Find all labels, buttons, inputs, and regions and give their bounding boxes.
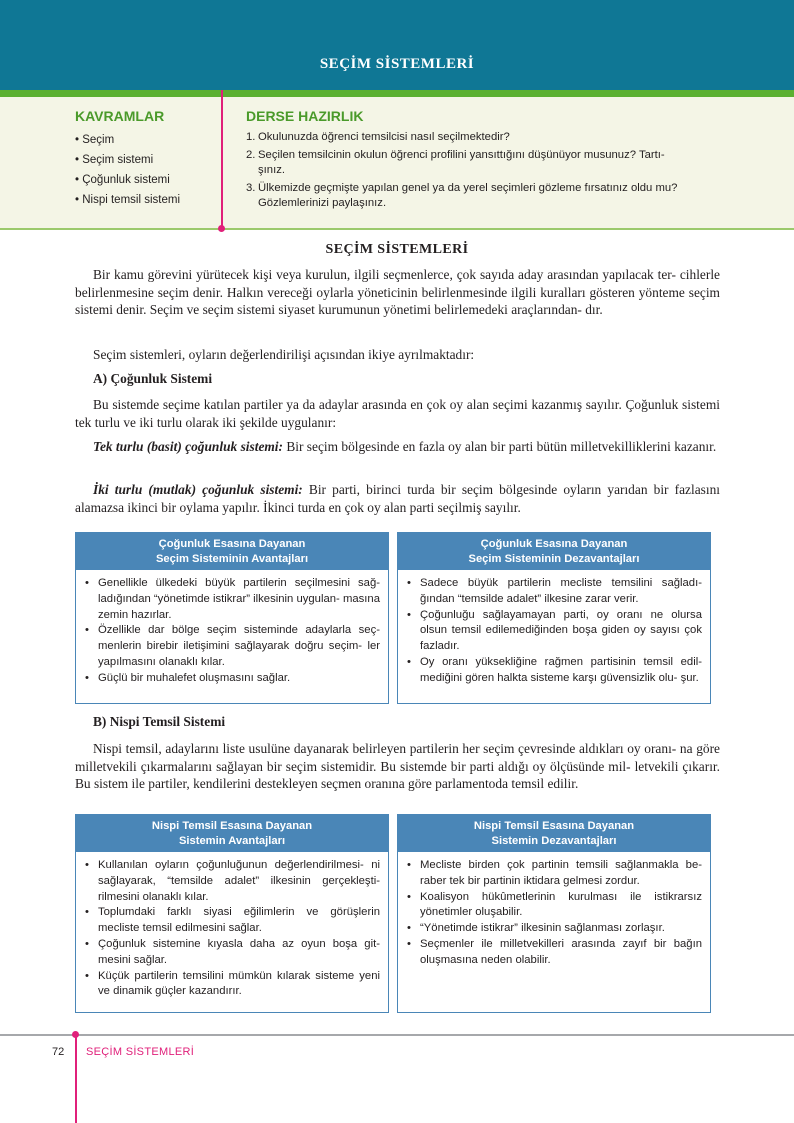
list-item xyxy=(406,576,702,608)
question-item xyxy=(246,130,721,145)
kavram-item: • Seçim sistemi xyxy=(75,150,180,170)
paragraph-types: Seçim sistemleri, oyların değerlendirilişi açısından ikiye ayrılmaktadır: xyxy=(93,347,475,362)
majority-disadvantages-box xyxy=(397,532,711,704)
text-line: Nispi temsil, adaylarını liste usulüne dayanarak belirleyen partilerin her seçim çevresinde aldıkları oy oranı- xyxy=(93,741,677,756)
list-item xyxy=(406,655,702,687)
text-line: Genellikle ülkedeki büyük partilerin seçilmesini sağ- xyxy=(98,577,380,589)
proportional-advantages-box xyxy=(75,814,389,1013)
text-line: Çoğunluk sistemine kıyasla daha az oyun boşa git- xyxy=(98,937,380,950)
term-two-round: İki turlu (mutlak) çoğunluk sistemi: xyxy=(93,482,303,497)
list-item xyxy=(84,937,380,969)
text-line: oluşmasına neden olabilir. xyxy=(420,953,551,966)
box-header-line: Nispi Temsil Esasına Dayanan xyxy=(473,820,635,832)
text-line: yeni ve dinamik güçler kazandırır. xyxy=(98,969,381,998)
text-line: Koalisyon hükûmetlerinin kurulması ile istikrarsız xyxy=(420,890,702,903)
question-number: 2. xyxy=(246,149,256,161)
footer-dot xyxy=(72,1031,79,1038)
list-item xyxy=(84,623,380,670)
question-number: 3. xyxy=(246,182,256,194)
text-line: “Yönetimde istikrar” ilkesinin sağlanması zorlaşır. xyxy=(420,922,665,935)
box-header-line: Çoğunluk Esasına Dayanan xyxy=(158,538,306,550)
kavram-item: • Seçim xyxy=(75,130,180,150)
question-item xyxy=(246,181,721,211)
box-header xyxy=(398,533,710,570)
derse-hazirlik-heading: DERSE HAZIRLIK xyxy=(246,108,364,124)
section-title: SEÇİM SİSTEMLERİ xyxy=(325,242,469,257)
text-line: ler yapılmasını olanaklı kılar. xyxy=(98,640,380,668)
text-line: Oy oranı yüksekliğine rağmen partisinin temsil edil- xyxy=(420,655,702,668)
list-item xyxy=(406,890,702,922)
text-line: mediğini gören halkta sisteme karşı güvensizlik olu- xyxy=(420,671,678,684)
paragraph-intro xyxy=(75,266,720,319)
kavram-item: • Nispi temsil sistemi xyxy=(75,190,180,210)
preparation-panel-border xyxy=(0,228,794,230)
text-line: cihlerle belirlenmesine seçim denir. Halkın vereceği oylarla yöneticinin belirlenmesinde ilgili kuralları gösteren xyxy=(75,267,720,300)
text-line: ğından “temsilde adalet” ilkesine zarar verir. xyxy=(420,592,639,605)
kavramlar-heading: KAVRAMLAR xyxy=(75,108,165,124)
text-line: ni sağlayarak, “temsilde adalet” ilkesinin gerçekleşti- xyxy=(98,859,380,887)
text-line: raber tek bir partinin iktidara gelmesi zordur. xyxy=(420,874,640,887)
proportional-disadvantages-box xyxy=(397,814,711,1013)
majority-advantages-box xyxy=(75,532,389,704)
text-line: Kullanılan oyların çoğunluğunun değerlendirilmesi- xyxy=(98,859,364,871)
text-line: Sadece büyük partilerin mecliste temsilini sağladı- xyxy=(420,577,702,589)
text-line: menlerin birebir iletişimini sağlayarak doğru seçim- xyxy=(98,640,363,653)
box-header xyxy=(398,815,710,852)
divider-dot xyxy=(218,225,225,232)
list-item xyxy=(84,671,380,687)
list-item xyxy=(84,969,380,1001)
box-header xyxy=(76,815,388,852)
box-header xyxy=(76,533,388,570)
paragraph-proportional xyxy=(75,740,720,793)
text-line: alamazsa ikinci bir oylama yapılır. İkinci turda en çok oy alan parti seçilmiş sayılır. xyxy=(75,499,521,515)
question-item xyxy=(246,148,721,178)
text-line: Mecliste birden çok partinin temsili sağlanmakla be- xyxy=(420,859,702,871)
list-item xyxy=(406,921,702,937)
box-header-line: Seçim Sisteminin Avantajları xyxy=(155,553,309,565)
text-line: Küçük partilerin temsilini mümkün kılarak sisteme xyxy=(98,969,355,982)
text-line: çok fazladır. xyxy=(420,624,702,653)
text-line: Bir seçim bölgesinde en fazla oy alan bir parti bütün milletvekilliklerini xyxy=(282,439,671,454)
text-line: Seçmenler ile milletvekilleri arasında zayıf bir bağın xyxy=(420,937,702,950)
list-item xyxy=(406,608,702,655)
text-line: Toplumdaki farklı siyasi eğilimlerin ve görüşlerin xyxy=(98,906,380,919)
text-line: Bir kamu görevini yürütecek kişi veya kurulun, ilgili seçmenlerce, çok sayıda aday arasından yapılacak ter- xyxy=(93,267,676,282)
box-header-line: Çoğunluk Esasına Dayanan xyxy=(480,538,628,550)
list-item xyxy=(84,905,380,937)
text-line: Bir parti, birinci turda bir seçim bölgesinde oyların yarıdan bir fazlasını xyxy=(302,482,720,497)
box-header-line: Seçim Sisteminin Dezavantajları xyxy=(468,553,640,565)
box-list xyxy=(398,570,710,687)
footer-rule xyxy=(0,1034,794,1036)
text-line: yönetimler oluşabilir. xyxy=(420,906,523,919)
kavram-item: • Çoğunluk sistemi xyxy=(75,170,180,190)
question-text: Okulunuzda öğrenci temsilcisi nasıl seçilmektedir? xyxy=(258,131,510,143)
list-item xyxy=(84,576,380,623)
subheading-majority: A) Çoğunluk Sistemi xyxy=(93,371,213,386)
text-line: mesini sağlar. xyxy=(98,953,168,966)
box-list xyxy=(76,852,388,1000)
text-line: Çoğunluğu sağlayamayan parti, oy oranı ne olursa xyxy=(420,608,702,621)
page-header-title: SEÇİM SİSTEMLERİ xyxy=(319,56,475,72)
question-text: Gözlemlerinizi paylaşınız. xyxy=(258,197,387,209)
question-text: şınız. xyxy=(258,164,285,176)
term-single-round: Tek turlu (basit) çoğunluk sistemi: xyxy=(93,439,283,454)
text-line: yönteme seçim sistemi denir. Seçim ve seçim sistemi siyaset kurumunun yönetimi belirlemedeki araçlarından- xyxy=(75,284,720,317)
list-item xyxy=(406,937,702,969)
box-list xyxy=(76,570,388,687)
text-line: Güçlü bir muhalefet oluşmasını sağlar. xyxy=(98,671,291,684)
text-line: dır. xyxy=(585,302,603,317)
footer-divider xyxy=(75,1036,77,1123)
paragraph-majority xyxy=(75,396,720,431)
text-line: Bu sistemde seçime katılan partiler ya da adaylar arasında en çok oy alan seçimi kazanmış sayılır. Çoğunluk xyxy=(93,397,679,412)
text-line: na göre milletvekili çıkarmalarını sağlayan bir seçim sistemidir. Bu sistemde bir parti aldığı oy ölçüsünde mil- xyxy=(75,741,720,774)
list-item xyxy=(84,858,380,905)
preparation-divider xyxy=(221,90,223,228)
box-header-line: Sistemin Dezavantajları xyxy=(491,835,617,847)
header-accent-line xyxy=(0,90,794,97)
page-number: 72 xyxy=(52,1046,65,1058)
text-line: şur. xyxy=(680,671,699,684)
header-band xyxy=(0,0,794,90)
derse-hazirlik-list xyxy=(246,130,721,214)
question-text: Ülkemizde geçmişte yapılan genel ya da yerel seçimleri gözleme fırsatınız oldu mu? xyxy=(258,182,678,194)
text-line: olsun temsil edilemediğinden boşa giden oy sayısı xyxy=(420,624,680,637)
box-header-line: Sistemin Avantajları xyxy=(178,835,286,847)
subheading-proportional: B) Nispi Temsil Sistemi xyxy=(93,714,226,729)
text-line: letvekili çıkarır. Bu sistem ile partiler, kendilerini destekleyen seçmen oranına göre parlamentoda temsil edilir. xyxy=(75,758,720,791)
footer-title: SEÇİM SİSTEMLERİ xyxy=(86,1046,195,1058)
paragraph-single-round xyxy=(75,438,720,456)
text-line: ladığından “yönetimde istikrar” ilkesinin uygulan- xyxy=(98,592,340,605)
text-line: kazanır. xyxy=(674,439,717,454)
text-line: sistemi tek turlu ve iki turlu olarak iki şekilde uygulanır: xyxy=(75,397,720,430)
question-text: Seçilen temsilcinin okulun öğrenci profilini yansıttığını düşünüyor musunuz? Tartı- xyxy=(258,149,665,161)
box-list xyxy=(398,852,710,969)
question-number: 1. xyxy=(246,131,256,143)
text-line: masına zemin hazırlar. xyxy=(98,592,380,621)
kavramlar-list xyxy=(75,130,180,210)
text-line: Özellikle dar bölge seçim sisteminde adaylarla seç- xyxy=(98,624,380,637)
paragraph-two-round xyxy=(75,481,720,516)
list-item xyxy=(406,858,702,890)
box-header-line: Nispi Temsil Esasına Dayanan xyxy=(151,820,313,832)
text-line: mecliste temsil edilmesini sağlar. xyxy=(98,922,262,935)
text-line: rilmesini olanaklı kılar. xyxy=(98,890,209,903)
